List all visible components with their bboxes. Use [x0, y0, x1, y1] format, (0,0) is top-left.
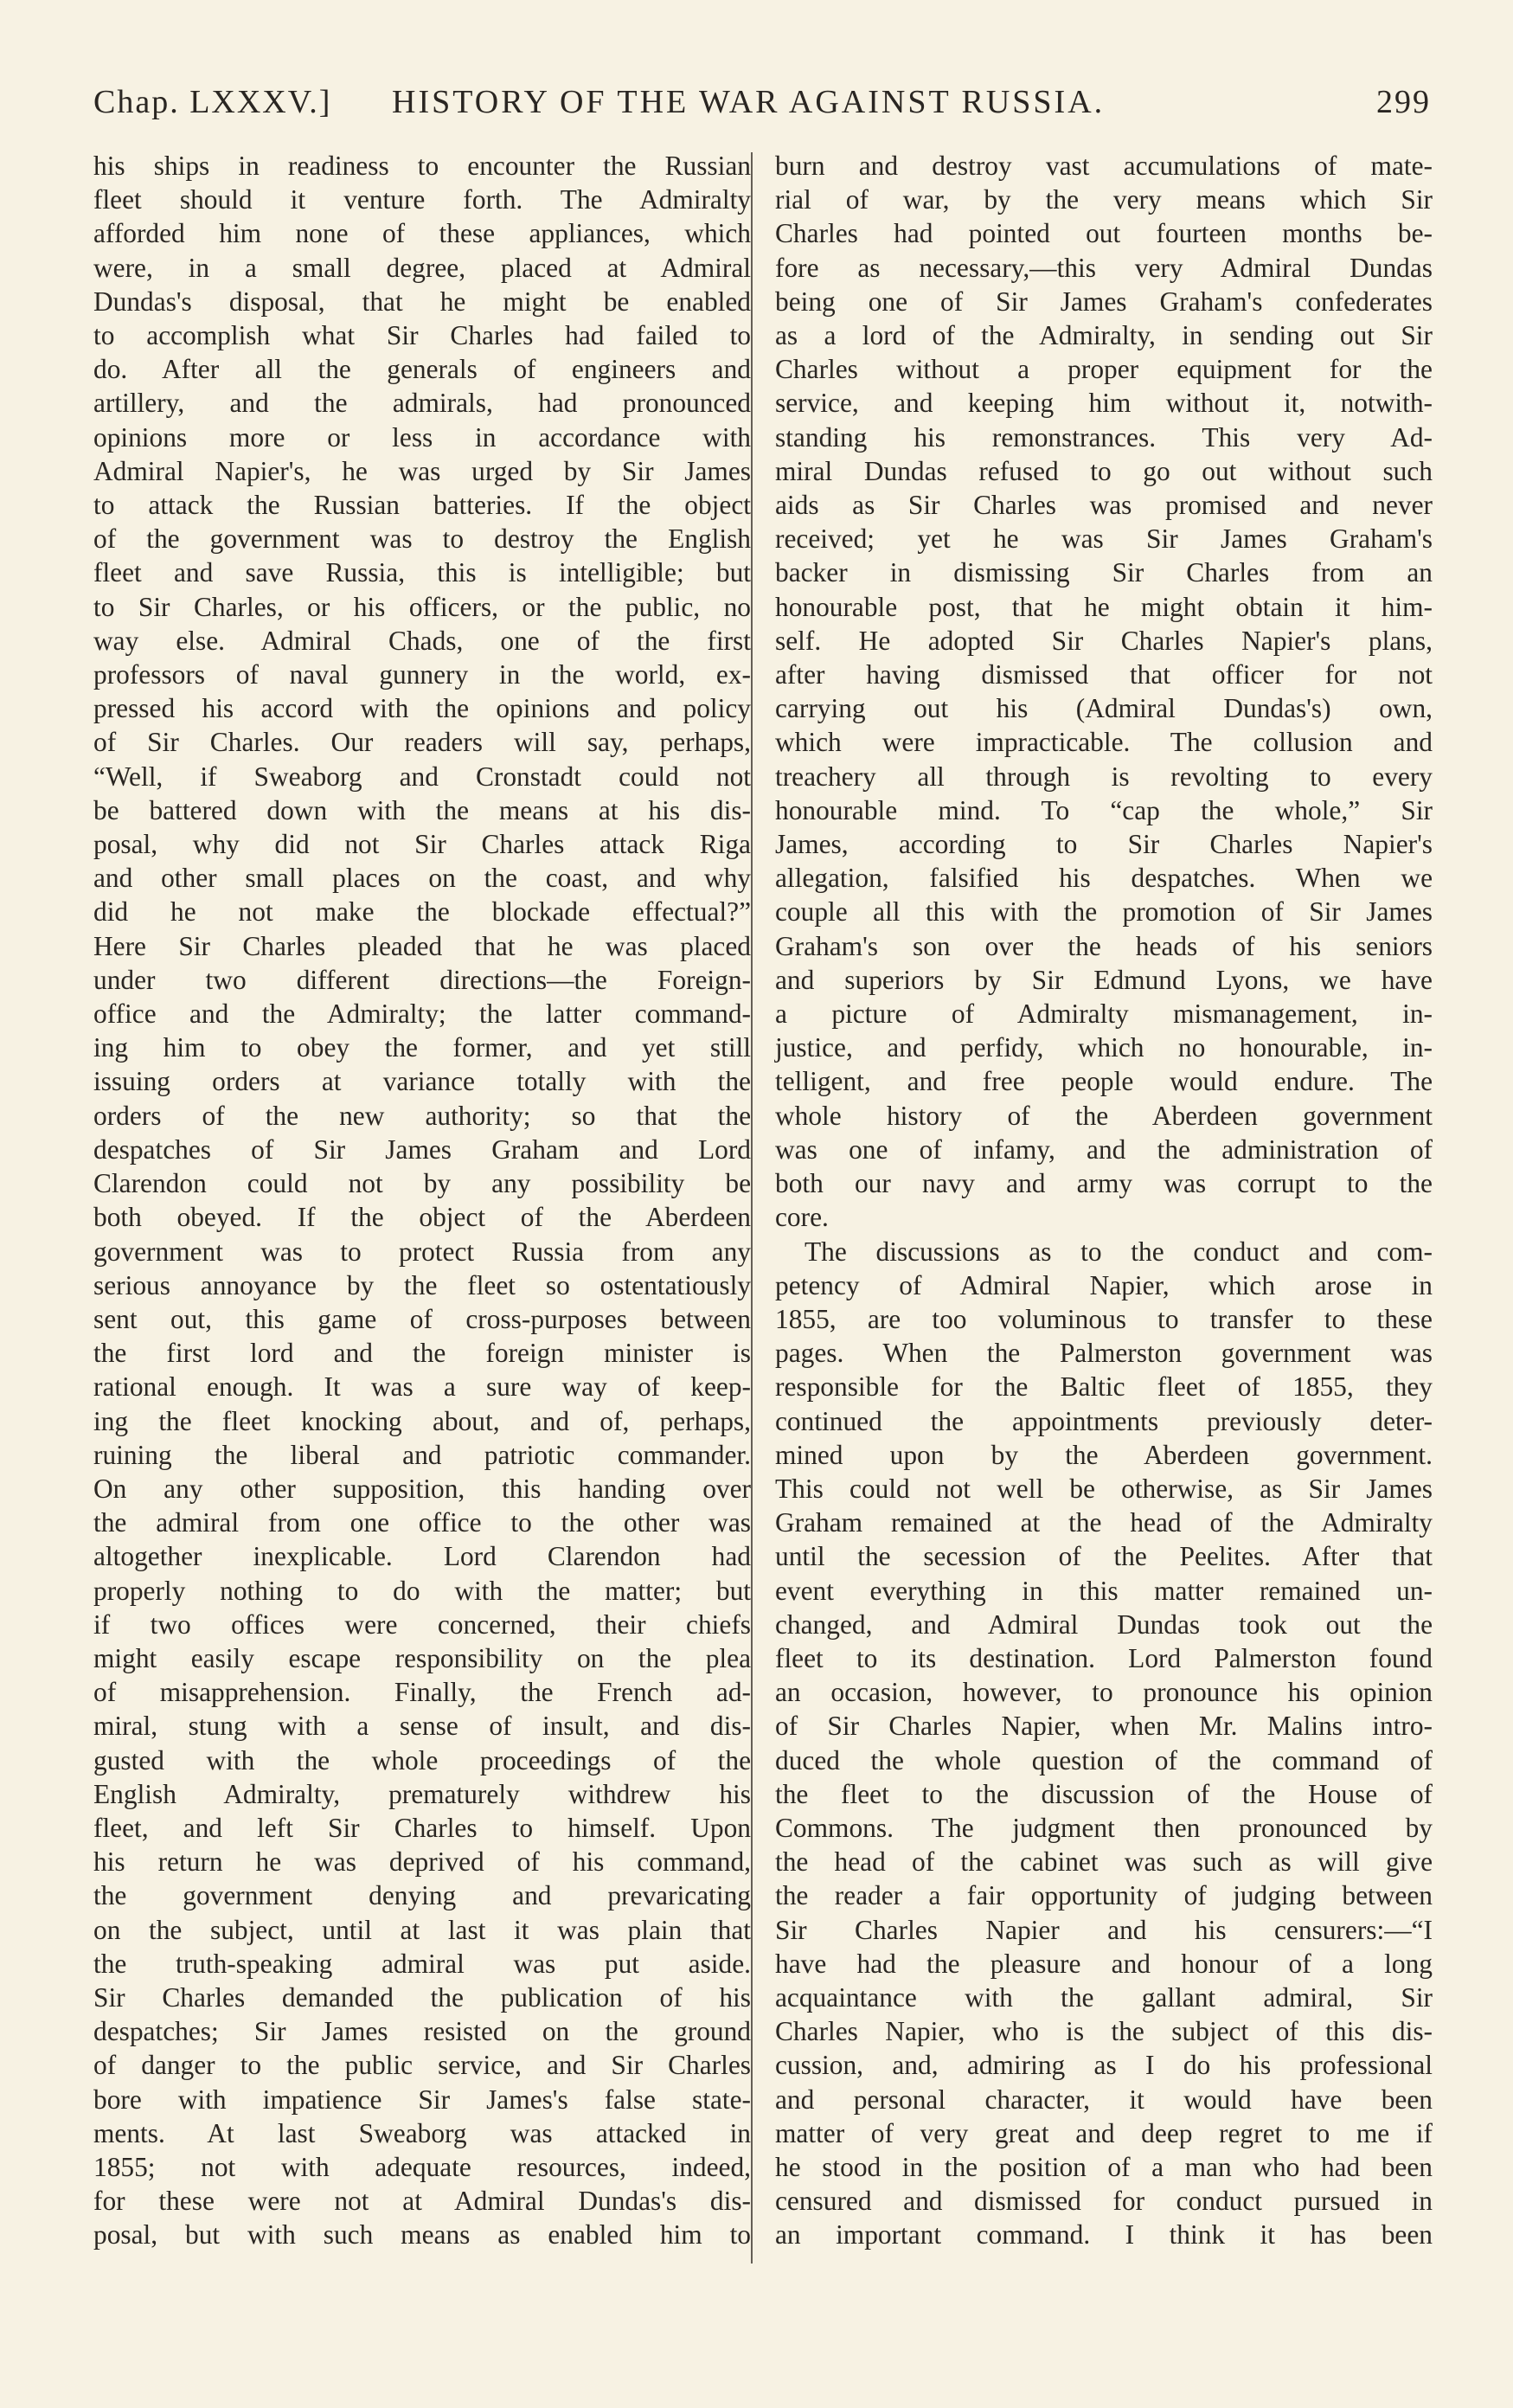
text-line: both our navy and army was corrupt to the: [775, 1168, 1433, 1199]
text-line: his ships in readiness to encounter the Russian: [93, 151, 751, 181]
text-line: the truth-speaking admiral was put aside.: [93, 1948, 751, 1979]
text-line: have had the pleasure and honour of a long: [775, 1948, 1433, 1979]
chapter-label: Chap. LXXXV.]: [93, 84, 332, 120]
text-line: orders of the new authority; so that the: [93, 1100, 751, 1131]
page-number: 299: [1376, 84, 1431, 120]
text-line: the fleet to the discussion of the House of: [775, 1778, 1433, 1809]
text-line: being one of Sir James Graham's confederates: [775, 286, 1433, 317]
text-line: ing the fleet knocking about, and of, perhaps,: [93, 1405, 751, 1436]
text-line: on the subject, until at last it was plain that: [93, 1914, 751, 1945]
text-line: office and the Admiralty; the latter command-: [93, 999, 751, 1030]
text-line: of misapprehension. Finally, the French ad-: [93, 1677, 751, 1708]
text-line: Graham remained at the head of the Admiralty: [775, 1507, 1433, 1538]
text-line: Charles without a proper equipment for the: [775, 354, 1433, 385]
text-line: backer in dismissing Sir Charles from an: [775, 557, 1433, 588]
text-line: an occasion, however, to pronounce his opinion: [775, 1677, 1433, 1708]
text-line: Graham's son over the heads of his seniors: [775, 930, 1433, 961]
text-line: self. He adopted Sir Charles Napier's plans,: [775, 625, 1433, 656]
text-line: pressed his accord with the opinions and policy: [93, 693, 751, 724]
text-line: matter of very great and deep regret to me if: [775, 2117, 1433, 2148]
text-line: despatches; Sir James resisted on the ground: [93, 2016, 751, 2047]
text-line: the first lord and the foreign minister is: [93, 1338, 751, 1369]
text-line: pages. When the Palmerston government was: [775, 1338, 1433, 1369]
text-line: telligent, and free people would endure. The: [775, 1066, 1433, 1097]
text-line: properly nothing to do with the matter; but: [93, 1575, 751, 1606]
text-line: his return he was deprived of his command,: [93, 1846, 751, 1878]
text-line: honourable post, that he might obtain it him-: [775, 591, 1433, 622]
text-line: an important command. I think it has been: [775, 2219, 1433, 2251]
text-line: of Sir Charles. Our readers will say, perhaps,: [93, 727, 751, 758]
text-line: fleet to its destination. Lord Palmerston found: [775, 1642, 1433, 1673]
text-line: which were impracticable. The collusion and: [775, 727, 1433, 758]
text-line: Charles Napier, who is the subject of this dis-: [775, 2016, 1433, 2047]
text-line: James, according to Sir Charles Napier's: [775, 829, 1433, 860]
running-title: HISTORY OF THE WAR AGAINST RUSSIA.: [392, 84, 1106, 120]
text-line: of Sir Charles Napier, when Mr. Malins intro-: [775, 1711, 1433, 1742]
text-line: opinions more or less in accordance with: [93, 421, 751, 453]
text-line: Sir Charles demanded the publication of his: [93, 1981, 751, 2013]
text-line: aids as Sir Charles was promised and never: [775, 490, 1433, 521]
text-line: Admiral Napier's, he was urged by Sir James: [93, 455, 751, 486]
text-line: couple all this with the promotion of Sir James: [775, 896, 1433, 928]
text-line: service, and keeping him without it, notwith-: [775, 388, 1433, 419]
text-line: On any other supposition, this handing over: [93, 1473, 751, 1504]
text-line: might easily escape responsibility on the plea: [93, 1642, 751, 1673]
text-line: fore as necessary,—this very Admiral Dundas: [775, 252, 1433, 283]
text-line: core.: [775, 1202, 829, 1233]
text-line: a picture of Admiralty mismanagement, in-: [775, 999, 1433, 1030]
text-line: “Well, if Sweaborg and Cronstadt could not: [93, 761, 751, 792]
text-line: as a lord of the Admiralty, in sending out Sir: [775, 320, 1433, 351]
text-line: be battered down with the means at his dis-: [93, 794, 751, 825]
text-line: and superiors by Sir Edmund Lyons, we have: [775, 964, 1433, 995]
text-line: miral Dundas refused to go out without such: [775, 455, 1433, 486]
text-line: event everything in this matter remained un-: [775, 1575, 1433, 1606]
text-line: burn and destroy vast accumulations of mate-: [775, 151, 1433, 181]
text-line: responsible for the Baltic fleet of 1855, they: [775, 1371, 1433, 1403]
text-line: changed, and Admiral Dundas took out the: [775, 1609, 1433, 1640]
text-line: if two offices were concerned, their chiefs: [93, 1609, 751, 1640]
text-line: bore with impatience Sir James's false state-: [93, 2084, 751, 2115]
column-divider: [751, 152, 753, 2264]
text-line: sent out, this game of cross-purposes between: [93, 1303, 751, 1334]
running-header: [93, 83, 1431, 135]
text-line: Clarendon could not by any possibility be: [93, 1168, 751, 1199]
text-line: Commons. The judgment then pronounced by: [775, 1812, 1433, 1843]
text-line: after having dismissed that officer for not: [775, 659, 1433, 690]
text-line: Dundas's disposal, that he might be enabled: [93, 286, 751, 317]
text-line: continued the appointments previously deter-: [775, 1405, 1433, 1436]
text-line: Sir Charles Napier and his censurers:—“I: [775, 1914, 1433, 1945]
text-line: acquaintance with the gallant admiral, Sir: [775, 1981, 1433, 2013]
text-line: for these were not at Admiral Dundas's dis-: [93, 2186, 751, 2217]
text-line: issuing orders at variance totally with the: [93, 1066, 751, 1097]
text-line: the government denying and prevaricating: [93, 1880, 751, 1911]
text-line: ruining the liberal and patriotic commander.: [93, 1439, 751, 1470]
text-line: posal, why did not Sir Charles attack Riga: [93, 829, 751, 860]
text-line: justice, and perfidy, which no honourable, in-: [775, 1032, 1433, 1063]
text-line: was one of infamy, and the administration of: [775, 1133, 1433, 1165]
text-line: to accomplish what Sir Charles had failed to: [93, 320, 751, 351]
text-line: serious annoyance by the fleet so ostentatiously: [93, 1269, 751, 1300]
text-line: ments. At last Sweaborg was attacked in: [93, 2117, 751, 2148]
text-line: censured and dismissed for conduct pursued in: [775, 2186, 1433, 2217]
text-line: Here Sir Charles pleaded that he was placed: [93, 930, 751, 961]
text-line: gusted with the whole proceedings of the: [93, 1744, 751, 1775]
text-line: posal, but with such means as enabled him to: [93, 2219, 751, 2251]
text-line: of the government was to destroy the English: [93, 523, 751, 555]
text-line: to attack the Russian batteries. If the object: [93, 490, 751, 521]
text-line: and personal character, it would have been: [775, 2084, 1433, 2115]
text-line: cussion, and, admiring as I do his professional: [775, 2050, 1433, 2081]
text-line: miral, stung with a sense of insult, and dis-: [93, 1711, 751, 1742]
text-line: to Sir Charles, or his officers, or the public, no: [93, 591, 751, 622]
text-line: fleet and save Russia, this is intelligible; but: [93, 557, 751, 588]
text-line: rational enough. It was a sure way of keep-: [93, 1371, 751, 1403]
text-line: under two different directions—the Foreign-: [93, 964, 751, 995]
text-line: he stood in the position of a man who had been: [775, 2151, 1433, 2182]
text-line: carrying out his (Admiral Dundas's) own,: [775, 693, 1433, 724]
text-line: fleet should it venture forth. The Admiralty: [93, 184, 751, 215]
text-line: both obeyed. If the object of the Aberdeen: [93, 1202, 751, 1233]
text-line: government was to protect Russia from any: [93, 1236, 751, 1267]
text-line: treachery all through is revolting to every: [775, 761, 1433, 792]
text-line: standing his remonstrances. This very Ad-: [775, 421, 1433, 453]
left-text-column: [93, 149, 751, 2252]
text-line: ing him to obey the former, and yet still: [93, 1032, 751, 1063]
text-line: of danger to the public service, and Sir Charles: [93, 2050, 751, 2081]
text-line: did he not make the blockade effectual?”: [93, 896, 751, 928]
text-line: until the secession of the Peelites. After that: [775, 1541, 1433, 1572]
text-line: despatches of Sir James Graham and Lord: [93, 1133, 751, 1165]
text-line: altogether inexplicable. Lord Clarendon had: [93, 1541, 751, 1572]
text-line: whole history of the Aberdeen government: [775, 1100, 1433, 1131]
text-line: This could not well be otherwise, as Sir James: [775, 1473, 1433, 1504]
text-line: 1855, are too voluminous to transfer to these: [775, 1303, 1433, 1334]
text-line: honourable mind. To “cap the whole,” Sir: [775, 794, 1433, 825]
text-line: received; yet he was Sir James Graham's: [775, 523, 1433, 555]
text-line: English Admiralty, prematurely withdrew his: [93, 1778, 751, 1809]
text-line: artillery, and the admirals, had pronounced: [93, 388, 751, 419]
text-line: do. After all the generals of engineers and: [93, 354, 751, 385]
text-line: way else. Admiral Chads, one of the first: [93, 625, 751, 656]
text-line: and other small places on the coast, and why: [93, 863, 751, 894]
text-line: the head of the cabinet was such as will give: [775, 1846, 1433, 1878]
text-line: the admiral from one office to the other was: [93, 1507, 751, 1538]
text-line: The discussions as to the conduct and com-: [805, 1236, 1433, 1267]
text-line: duced the whole question of the command of: [775, 1744, 1433, 1775]
text-line: afforded him none of these appliances, which: [93, 218, 751, 249]
right-text-column: [775, 149, 1433, 2252]
text-line: were, in a small degree, placed at Admiral: [93, 252, 751, 283]
text-line: rial of war, by the very means which Sir: [775, 184, 1433, 215]
text-line: fleet, and left Sir Charles to himself. Upon: [93, 1812, 751, 1843]
text-line: professors of naval gunnery in the world, ex-: [93, 659, 751, 690]
text-line: allegation, falsified his despatches. When we: [775, 863, 1433, 894]
text-line: mined upon by the Aberdeen government.: [775, 1439, 1433, 1470]
text-line: 1855; not with adequate resources, indeed,: [93, 2151, 751, 2182]
text-line: petency of Admiral Napier, which arose in: [775, 1269, 1433, 1300]
text-line: the reader a fair opportunity of judging between: [775, 1880, 1433, 1911]
text-line: Charles had pointed out fourteen months be-: [775, 218, 1433, 249]
